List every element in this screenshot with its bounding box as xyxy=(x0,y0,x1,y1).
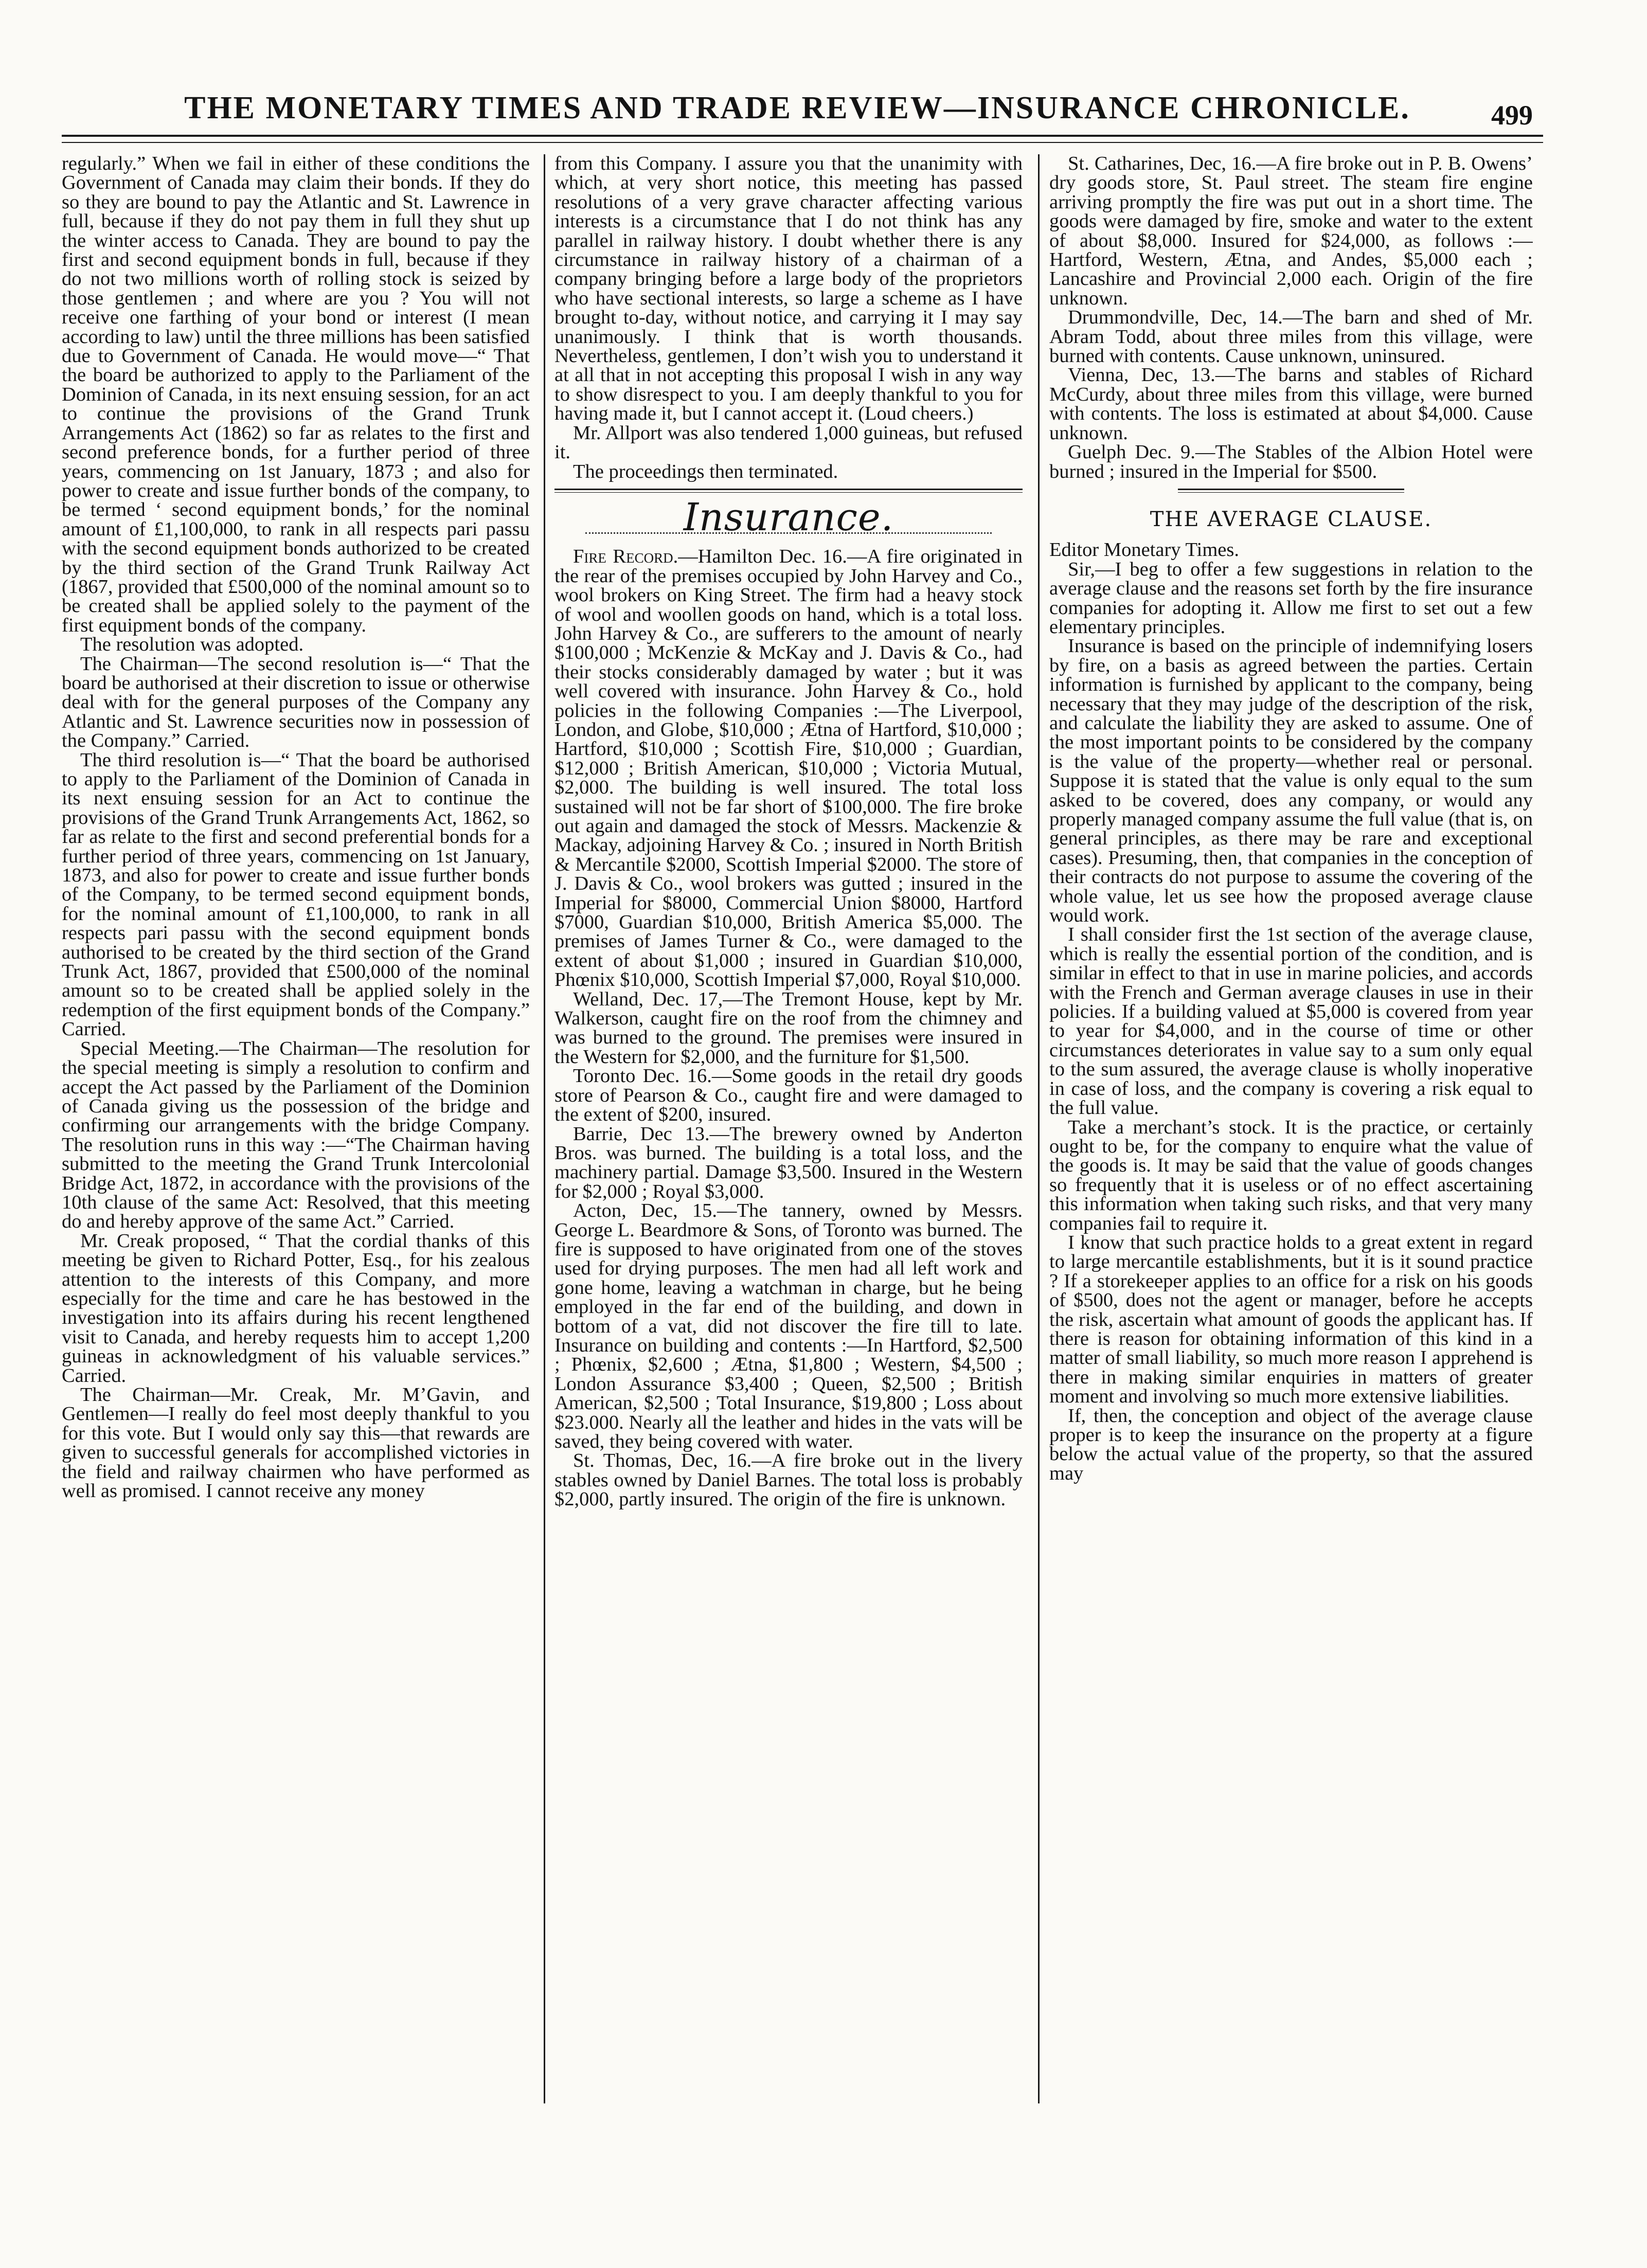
paragraph: regularly.” When we fail in either of these conditions the Government of Canada may claim their bonds. If they do so they are bound to pay the Atlantic and St. Lawrence in full, because if they do not pay them in full they shut up the winter access to Canada. They are bound to pay the first and second equipment bonds in full, because if they do not two millions worth of rolling stock is seized by those gentlemen ; and where are you ? You will not receive one farthing of your bond or interest (I mean according to law) until the three millions has been satisfied due to Government of Canada. He would move—“ That the board be authorized to apply to the Parliament of the Dominion of Canada, in its next ensuing session, for an act to continue the provisions of the Grand Trunk Arrangements Act (1862) so far as relates to the first and second preference bonds, for a further period of three years, commencing on 1st January, 1873 ; and also for power to create and issue further bonds of the company, to be termed ‘ second equipment bonds,’ for the nominal amount of £1,100,000, to rank in all respects pari passu with the second equipment bonds authorized to be created by the third section of the Grand Trunk Railway Act (1867, provided that £500,000 of the nominal amount so to be created shall be applied solely to the payment of the first equipment bonds of the company. xyxy=(62,154,530,636)
paragraph: The proceedings then terminated. xyxy=(573,460,838,482)
fire-record-paragraph xyxy=(554,547,1023,989)
paragraph: Insurance is based on the principle of indemnifying losers by fire, on a basis as agreed between the parties. Certain information is furnished by applicant to the company, being necessary that they may judge of the description of the risk, and calculate the liability they are asked to assume. One of the most important points to be considered by the company is the value of the property—whether real or personal. Suppose it is stated that the value is only equal to the sum asked to be covered, does any company, or would any properly managed company assume the full value (that is, on general principles, as there may be rare and exceptional cases). Presuming, then, that companies in the conception of their contracts do not purpose to assume the covering of the whole value, let us see how the proposed average clause would work. xyxy=(1049,635,1533,927)
paragraph: I shall consider first the 1st section of the average clause, which is really the essential portion of the condition, and is similar in effect to that in use in marine policies, and accords with the French and German average clauses in use in their policies. If a building valued at $5,000 is covered from year to year for $4,000, and in the course of time or other circumstances deteriorates in value say to a sum only equal to the sum assured, the average clause is wholly inoperative in case of loss, and the company is covering a risk equal to the full value. xyxy=(1049,924,1533,1119)
paragraph: Take a merchant’s stock. It is the practice, or certainly ought to be, for the company to enquire what the value of the goods is. It may be said that the value of goods changes so frequently that it is useless or of no effect ascertaining this information when taking such risks, and that very many companies fail to require it. xyxy=(1049,1116,1533,1234)
header-rule xyxy=(62,135,1543,137)
paragraph: The Chairman—Mr. Creak, Mr. M’Gavin, and Gentlemen—I really do feel most deeply thankful to you for this vote. But I would only say this—that rewards are given to successful generals for accomplished victories in the field and railway chairmen who have performed as well as promised. I cannot receive any money xyxy=(62,1384,530,1502)
publication-title: THE MONETARY TIMES AND TRADE REVIEW—INSURANCE CHRONICLE. xyxy=(184,91,1410,125)
header-rule-secondary xyxy=(62,142,1543,143)
paragraph: Mr. Creak proposed, “ That the cordial thanks of this meeting be given to Richard Potter, Esq., for his zealous attention to the interests of this Company, and more especially for the time and care he has bestowed in the investigation into its affairs during his recent lengthened visit to Canada, and hereby requests him to accept 1,200 guineas in acknowledgment of his valuable services.” Carried. xyxy=(62,1230,530,1387)
paragraph: Vienna, Dec, 13.—The barns and stables of Richard McCurdy, about three miles from this village, were burned with contents. The loss is estimated at about $4,000. Cause unknown. xyxy=(1049,364,1533,444)
paragraph: The resolution was adopted. xyxy=(80,634,304,656)
section-rule-thin xyxy=(554,492,1023,493)
paragraph: The Chairman—The second resolution is—“ That the board be authorised at their discretion to issue or otherwise deal with for the general purposes of the Company any Atlantic and St. Lawrence securities now in possession of the Company.” Carried. xyxy=(62,653,530,752)
paragraph: Sir,—I beg to offer a few suggestions in relation to the average clause and the reasons set forth by the fire insurance companies for adopting it. Allow me first to set out a few elementary principles. xyxy=(1049,558,1533,638)
paragraph: Special Meeting.—The Chairman—The resolution for the special meeting is simply a resolution to confirm and accept the Act passed by the Parliament of the Dominion of Canada giving us the possession of the bridge and confirming our arrangements with the bridge Company. The resolution runs in this way :—“The Chairman having submitted to the meeting the Grand Trunk Intercolonial Bridge Act, 1872, in accordance with the provisions of the 10th clause of the same Act: Resolved, that this meeting do and hereby approve of the same Act.” Carried. xyxy=(62,1037,530,1233)
section-rule xyxy=(1178,489,1404,490)
column-middle xyxy=(554,154,1023,2103)
average-clause-title: THE AVERAGE CLAUSE. xyxy=(1150,507,1433,531)
paragraph: Toronto Dec. 16.—Some goods in the retail dry goods store of Pearson & Co., caught fire and were damaged to the extent of $200, insured. xyxy=(554,1065,1023,1126)
paragraph: Acton, Dec, 15.—The tannery, owned by Messrs. George L. Beardmore & Sons, of Toronto was burned. The fire is supposed to have originated from one of the stoves used for drying purposes. The men had all left work and gone home, leaving a watchman in charge, but he being employed in the far end of the building, and down in bottom of a vat, did not discover the fire till to late. Insurance on building and contents :—In Hartford, $2,500 ; Phœnix, $2,600 ; Ætna, $1,800 ; Western, $4,500 ; London Assurance $3,400 ; Queen, $2,500 ; British American, $2,500 ; Total Insurance, $19,800 ; Loss about $23.000. Nearly all the leather and hides in the vats will be saved, they being covered with water. xyxy=(554,1200,1023,1452)
column-divider-2 xyxy=(1038,154,1040,2103)
section-rule xyxy=(554,489,1023,490)
paragraph: Welland, Dec. 17,—The Tremont House, kept by Mr. Walkerson, caught fire on the roof from the chimney and was burned to the ground. The premises were insured in the Western for $2,000, and the furniture for $1,500. xyxy=(554,988,1023,1068)
salutation: Editor Monetary Times. xyxy=(1049,539,1239,561)
insurance-section-title: Insurance. xyxy=(683,495,894,539)
page-header xyxy=(62,90,1533,131)
paragraph: Mr. Allport was also tendered 1,000 guineas, but refused it. xyxy=(554,422,1023,463)
paragraph: The third resolution is—“ That the board be authorised to apply to the Parliament of the Dominion of Canada in its next ensuing session for an Act to continue the provisions of the Grand Trunk Arrangements Act, 1862, so far as relate to the first and second preferential bonds for a further period of three years, commencing on 1st January, 1873, and also for power to create and issue further bonds of the Company, to be termed second equipment bonds, for the nominal amount of £1,100,000, to rank in all respects pari passu with the second equipment bonds authorised to be created by the third section of the Grand Trunk Act, 1867, provided that £500,000 of the nominal amount so to be created shall be applied solely in the redemption of the first equipment bonds of the Company.” Carried. xyxy=(62,749,530,1040)
paragraph: I know that such practice holds to a great extent in regard to large mercantile establishments, but it is it sound practice ? If a storekeeper applies to an office for a risk on his goods of $500, does not the agent or manager, before he accepts the risk, ascertain what amount of goods the applicant has. If there is reason for obtaining information of this kind in a matter of small liability, so much more reason I apprehend is there in making similar enquiries in matters of greater moment and involving so much more extensive liabilities. xyxy=(1049,1231,1533,1408)
paragraph: Guelph Dec. 9.—The Stables of the Albion Hotel were burned ; insured in the Imperial for $500. xyxy=(1049,441,1533,482)
paragraph: St. Catharines, Dec, 16.—A fire broke out in P. B. Owens’ dry goods store, St. Paul street. The steam fire engine arriving promptly the fire was put out in a short time. The goods were damaged by fire, smoke and water to the extent of about $8,000. Insured for $24,000, as follows :—Hartford, Western, Ætna, and Andes, $5,000 each ; Lancashire and Provincial 2,000 each. Origin of the fire unknown. xyxy=(1049,154,1533,309)
paragraph: Barrie, Dec 13.—The brewery owned by Anderton Bros. was burned. The building is a total loss, and the machinery partial. Damage $3,500. Insured in the Western for $2,000 ; Royal $3,000. xyxy=(554,1123,1023,1202)
fire-record-lead: Fire Record. xyxy=(573,546,678,568)
paragraph: from this Company. I assure you that the unanimity with which, at very short notice, this meeting has passed resolutions of a very grave character affecting various interests is a circumstance that I do not think has any parallel in railway history. I doubt whether there is any circumstance in railway history of a chairman of a company bringing before a large body of the proprietors who have sectional interests, so large a scheme as I have brought to-day, without notice, and carrying it I may say unanimously. I think that is worth thousands. Nevertheless, gentlemen, I don’t wish you to understand it at all that in not accepting this proposal I wish in any way to show disrespect to you. I am deeply thankful to you for having made it, but I cannot accept it. (Loud cheers.) xyxy=(554,154,1023,425)
page-number: 499 xyxy=(1491,100,1533,131)
section-rule-thin xyxy=(1178,492,1404,493)
paragraph: St. Thomas, Dec, 16.—A fire broke out in the livery stables owned by Daniel Barnes. The total loss is probably $2,000, partly insured. The origin of the fire is unknown. xyxy=(554,1450,1023,1510)
paragraph: Drummondville, Dec, 14.—The barn and shed of Mr. Abram Todd, about three miles from this village, were burned with contents. Cause unknown, uninsured. xyxy=(1049,307,1533,367)
column-divider-1 xyxy=(544,154,545,2103)
paragraph: If, then, the conception and object of the average clause proper is to keep the insurance on the property at a figure below the actual value of the property, so that the assured may xyxy=(1049,1405,1533,1484)
column-left xyxy=(62,154,530,2103)
fire-record-text: —Hamilton Dec. 16.—A fire originated in the rear of the premises occupied by John Harvey and Co., wool brokers on King Street. The firm had a heavy stock of wool and woollen goods on hand, which is a total loss. John Harvey & Co., are sufferers to the amount of nearly $100,000 ; McKenzie & McKay and J. Davis & Co., had their stocks considerably damaged by water ; but it was well covered with insurance. John Harvey & Co., hold policies in the following Companies :—The Liverpool, London, and Globe, $10,000 ; Ætna of Hartford, $10,000 ; Hartford, $10,000 ; Scottish Fire, $10,000 ; Guardian, $12,000 ; British American, $10,000 ; Victoria Mutual, $2,000. The building is well insured. The total loss sustained will not be far short of $100,000. The fire broke out again and damaged the stock of Messrs. Mackenzie & Mackay, adjoining Harvey & Co. ; insured in North British & Mercantile $2000, Scottish Imperial $2000. The store of J. Davis & Co., wool brokers was gutted ; insured in the Imperial for $8000, Commercial Union $8000, Hartford $7000, Guardian $10,000, British America $5,000. The premises of James Turner & Co., were damaged to the extent of about $1,000 ; insured in Guardian $10,000, Phœnix $10,000, Scottish Imperial $7,000, Royal $10,000. xyxy=(554,546,1023,991)
column-right xyxy=(1049,154,1533,2103)
